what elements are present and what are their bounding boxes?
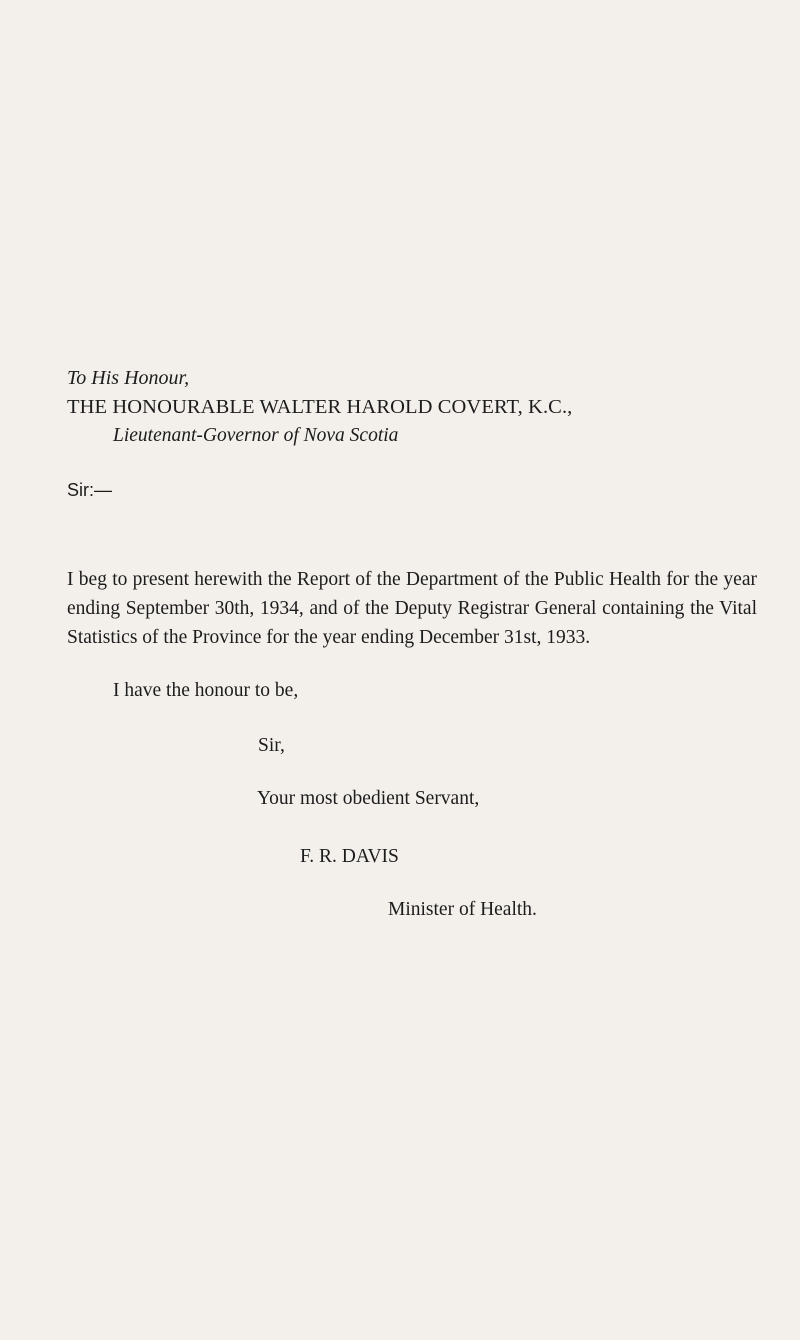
signatory-title: Minister of Health. [388, 899, 537, 920]
valediction: Your most obedient Servant, [257, 788, 480, 809]
closing-phrase: I have the honour to be, [113, 680, 299, 701]
letter-body: I beg to present herewith the Report of the Department of the Public Health for the year ending September 30th, 1934, and of the Deputy Registrar General containing the Vital Statistics of the Province for the year ending December 31st, 1933. [67, 569, 757, 648]
addressee-name: To His Honour, [67, 367, 190, 389]
closing-address: Sir, [258, 735, 285, 756]
salutation: Sir:— [67, 480, 112, 500]
addressee-title: Lieutenant-Governor of Nova Scotia [113, 425, 399, 446]
signature-name: F. R. DAVIS [300, 846, 399, 867]
addressee-office: THE HONOURABLE WALTER HAROLD COVERT, K.C., [67, 396, 573, 418]
